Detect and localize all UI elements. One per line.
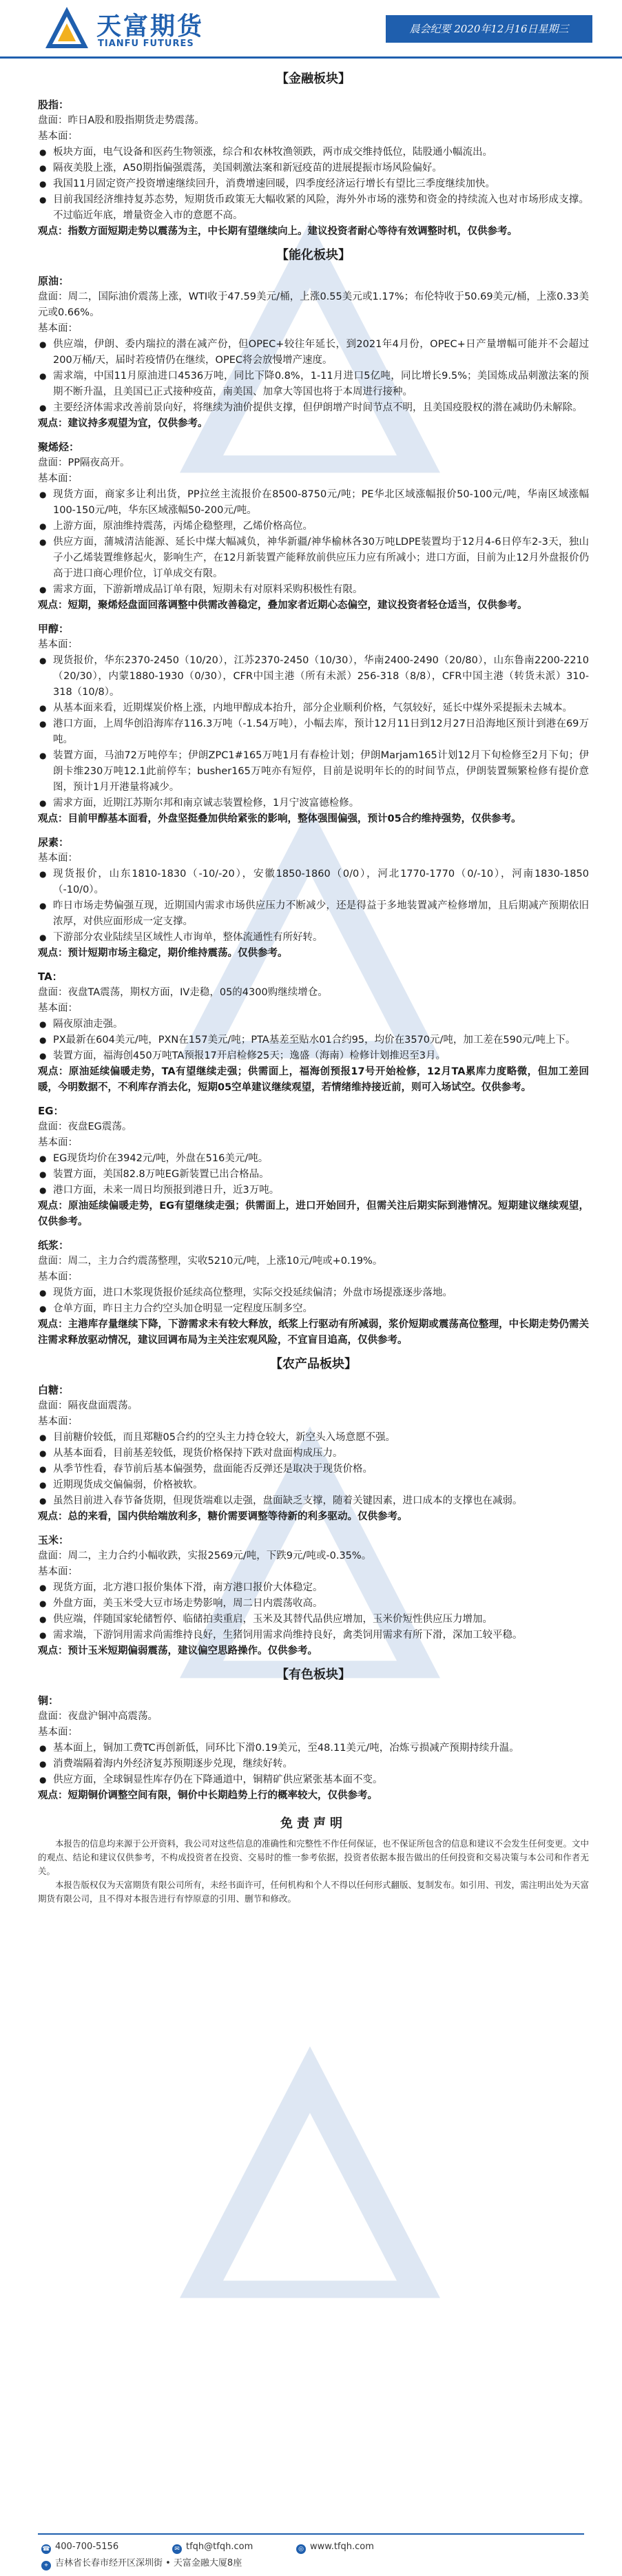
block-corn — [38, 1532, 589, 1659]
watermark-logo-icon — [165, 2032, 455, 2321]
phone-icon: ☎ — [42, 2546, 50, 2553]
list-item: ● 上游方面，原油维持震荡，丙烯企稳整理，乙烯价格高位。 — [38, 519, 589, 534]
list-item: ● 目前糖价较低，而且郑糖05合约的空头主力持仓较大，新空头入场意愿不强。 — [38, 1430, 589, 1446]
list-item: ● 供应端，伴随国家轮储暂停、临储拍卖重启，玉米及其替代品供应增加，玉米价短性供应压力增加。 — [38, 1612, 589, 1628]
view-conclusion: 观点：预计玉米短期偏弱震荡，建议偏空思路操作。仅供参考。 — [38, 1645, 318, 1656]
block-title: 铜： — [38, 1694, 59, 1707]
block-title: 玉米： — [38, 1534, 70, 1546]
list-item: ● 昨日市场走势偏强互现，近期国内需求市场供应压力不断减少，还是得益于多地装置减产检修增加，且后期减产预期依旧浓厚，对供应面形成一定支撑。 — [38, 898, 589, 930]
list-item: ● 基本面上，铜加工费TC再创新低，同环比下滑0.19美元，至48.11美元/吨，冶炼亏损减产预期持续升温。 — [38, 1741, 589, 1756]
block-sugar — [38, 1382, 589, 1525]
view-conclusion: 观点：原油延续偏暖走势，TA有望继续走强；供需面上，福海创预报17号开始检修，12月TA累库力度略微，但加工差回暖，今明数据不，不利库存消去化，短期05空单建议继续观望，若情绪维持接近前，则可入场试空。仅供参考。 — [38, 1066, 589, 1093]
block-title: TA： — [38, 970, 63, 983]
block-title: EG： — [38, 1105, 64, 1117]
block-title: 白糖： — [38, 1384, 70, 1396]
footer-email[interactable] — [172, 2540, 253, 2554]
header-divider — [0, 56, 622, 59]
block-polyolefin — [38, 439, 589, 614]
list-item: ● 主要经济体需求改善前景向好，将继续为油价提供支撑，但伊朗增产时间节点不明，且美国疫股权的潜在减助仍未解除。 — [38, 400, 589, 416]
basics-label: 基本面： — [38, 473, 78, 484]
footer-phone-text: 400-700-5156 — [55, 2542, 119, 2552]
list-item: ● 从基本面来看，近期煤炭价格上涨，内地甲醇成本抬升，部分企业顺利价格，气氛较好，延长中煤外采提振未去城本。 — [38, 700, 589, 716]
view-conclusion: 观点：短期铜价调整空间有限，铜价中长期趋势上行的概率较大，仅供参考。 — [38, 1790, 377, 1801]
footer-address-text: 吉林省长春市经开区深圳街 • 天富金融大厦8座 — [55, 2558, 242, 2568]
market-summary: 盘面：周二，主力合约小幅收跌，实报2569元/吨，下跌9元/吨或-0.35%。 — [38, 1550, 372, 1561]
list-item: ● 我国11月固定资产投资增速继续回升，消费增速回暖，四季度经济运行增长有望比三季度继续加快。 — [38, 176, 589, 192]
disclaimer-title: 免责声明 — [280, 1816, 346, 1831]
section-energy-chemical — [38, 245, 589, 1349]
logo-name-en: TIANFU FUTURES — [98, 39, 194, 49]
view-conclusion: 观点：指数方面短期走势以震荡为主，中长期有望继续向上。建议投资者耐心等待有效调整时机，仅供参考。 — [38, 226, 517, 237]
list-item: ● 装置方面，福海创450万吨TA预报17开启检修25天；逸盛（海南）检修计划推迟至3月。 — [38, 1048, 589, 1064]
list-item: ● 仓单方面，昨日主力合约空头加仓明显一定程度压制多空。 — [38, 1301, 589, 1317]
footer-website[interactable] — [296, 2540, 374, 2554]
block-title: 股指： — [38, 98, 70, 111]
list-item: ● 近期现货成交偏偏弱，价格被软。 — [38, 1477, 589, 1493]
list-item: ● 装置方面，马油72万吨停车；伊朗ZPC1#165万吨1月有春检计划；伊朗Marjam165计划12月下旬检修至2月下旬；伊朗卡维230万吨12.1此前停车；busher165万吨亦有短停，目前是说明年长的的时间节点，伊朗装置频繁检修有提价意图，预计1月开港量将减少。 — [38, 748, 589, 796]
block-stock-index — [38, 96, 589, 240]
list-item: ● 下游部分农业陆续呈区域性人市询单，整体流通性有所好转。 — [38, 930, 589, 946]
basics-label: 基本面： — [38, 1566, 78, 1577]
list-item: ● 现货报价，山东1810-1830（-10/-20），安徽1850-1860（0/0），河北1770-1770（0/-10），河南1830-1850（-10/0）。 — [38, 866, 589, 898]
block-copper — [38, 1692, 589, 1804]
section-title: 【农产品板块】 — [270, 1357, 357, 1371]
basics-label: 基本面： — [38, 1271, 78, 1282]
list-item: ● 需求方面，下游新增成品订单有限，短期未有对原料采购积极性有限。 — [38, 582, 589, 598]
list-item: ● 隔夜原油走强。 — [38, 1017, 589, 1032]
basics-label: 基本面： — [38, 131, 78, 142]
market-summary: 盘面：周二，主力合约震荡整理，实收5210元/吨，上涨10元/吨或+0.19%。 — [38, 1256, 383, 1267]
basics-label: 基本面： — [38, 1003, 78, 1014]
report-body — [38, 63, 589, 1906]
block-title: 原油： — [38, 275, 70, 287]
section-nonferrous — [38, 1665, 589, 1804]
disclaimer-paragraph: 本报告版权仅为天富期货有限公司所有，未经书面许可，任何机构和个人不得以任何形式翻版、复制发布。如引用、刊发，需注明出处为天富期货有限公司，且不得对本报告进行有悖原意的引用、删节和修改。 — [38, 1880, 590, 1904]
list-item: ● 板块方面，电气设备和医药生物领涨，综合和农林牧渔领跌，两市成交维持低位，陆股通小幅流出。 — [38, 145, 589, 160]
list-item: ● PX最新在604美元/吨，PXN在157美元/吨；PTA基差至贴水01合约95，均价在3570元/吨，加工差在590元/吨上下。 — [38, 1032, 589, 1048]
view-conclusion: 观点：目前甲醇基本面看，外盘坚挺叠加供给紧张的影响，整体强围偏强，预计05合约维持强势，仅供参考。 — [38, 813, 521, 824]
list-item: ● 虽然目前进入春节备货期，但现货端难以走强，盘面缺乏支撑，随着关键因素，进口成本的支撑也在减弱。 — [38, 1493, 589, 1509]
list-item: ● 供应端，伊朗、委内瑞拉的潜在减产份，但OPEC+较往年延长，到2021年4月份，OPEC+日产量增幅可能并不会超过200万桶/天，届时若疫情仍在继续，OPEC将会放慢增产速度。 — [38, 337, 589, 368]
logo-emblem-icon — [43, 4, 91, 52]
list-item: ● 现货方面，北方港口报价集体下滑，南方港口报价大体稳定。 — [38, 1580, 589, 1596]
footer-divider — [38, 2533, 584, 2535]
footer-address — [41, 2557, 242, 2570]
market-summary: 盘面：PP隔夜高开。 — [38, 457, 130, 468]
list-item: ● 隔夜美股上涨，A50期指偏强震荡，美国刺激法案和新冠疫苗的进展提振市场风险偏好。 — [38, 160, 589, 176]
market-summary: 盘面：隔夜盘面震荡。 — [38, 1400, 138, 1411]
block-pta — [38, 968, 589, 1096]
market-summary: 盘面：夜盘沪铜冲高震荡。 — [38, 1711, 158, 1722]
block-urea — [38, 834, 589, 962]
block-methanol — [38, 621, 589, 827]
basics-label: 基本面： — [38, 853, 78, 864]
market-summary: 盘面：周二，国际油价震荡上涨，WTI收于47.59美元/桶，上涨0.55美元或1.17%；布伦特收于50.69美元/桶，上涨0.33美元或0.66%。 — [38, 291, 589, 318]
basics-label: 基本面： — [38, 1416, 78, 1427]
block-title: 甲醇： — [38, 623, 70, 635]
view-conclusion: 观点：预计短期市场主稳定，期价维持震荡。仅供参考。 — [38, 948, 288, 959]
location-pin-icon: ⌖ — [41, 2561, 51, 2570]
list-item: ● 从基本面看，目前基差较低，现货价格保持下跌对盘面构成压力。 — [38, 1446, 589, 1462]
section-title: 【金融板块】 — [276, 72, 351, 86]
block-title: 尿素： — [38, 836, 70, 849]
list-item: ● 需求端，中国11月原油进口4536万吨，同比下降0.8%，1-11月进口5亿吨，同比增长9.5%；美国炼成品刺激法案的预期不断升温，且美国已正式接种疫苗，南美国、加拿大等国也将于本周进行接种。 — [38, 368, 589, 400]
list-item: ● 外盘方面，美玉米受大豆市场走势影响，周二日内震荡收高。 — [38, 1596, 589, 1612]
mail-icon: ✉ — [172, 2544, 182, 2554]
page-header — [0, 0, 622, 58]
disclaimer-paragraph: 本报告的信息均来源于公开资料，我公司对这些信息的准确性和完整性不作任何保证，也不保证所包含的信息和建议不会发生任何变更。文中的观点、结论和建议仅供参考，不构成投资者在投资、交易时的惟一参考依据，投资者依据本报告做出的任何投资和交易决策与本公司和作者无关。 — [38, 1838, 590, 1876]
market-summary: 盘面：昨日A股和股指期货走势震荡。 — [38, 115, 205, 126]
view-conclusion: 观点：主港库存量继续下降，下游需求未有较大释放，纸浆上行驱动有所减弱，浆价短期或震荡高位整理，中长期走势仍需关注需求释放驱动情况，建议回调布局为主关注宏观风险，不宜盲目追高，仅供参考。 — [38, 1319, 589, 1346]
market-summary: 盘面：夜盘TA震荡，期权方面，IV走稳，05的4300购继续增仓。 — [38, 987, 328, 998]
globe-icon: ◎ — [296, 2544, 306, 2554]
list-item: ● 从季节性看，春节前后基本偏强势，盘面能否反弹还是取决于现货价格。 — [38, 1462, 589, 1477]
footer-email-text[interactable]: tfqh@tfqh.com — [186, 2542, 253, 2552]
logo-name-cn: 天富期货 — [96, 12, 205, 41]
basics-label: 基本面： — [38, 1137, 78, 1148]
view-conclusion: 观点：短期，聚烯烃盘面回落调整中供需改善稳定，叠加家者近期心态偏空，建议投资者轻仓适当，仅供参考。 — [38, 600, 528, 611]
list-item: ● 需求端，下游饲用需求尚需维持良好，生猪饲用需求尚维持良好，禽类饲用需求有所下滑，深加工较平稳。 — [38, 1628, 589, 1643]
basics-label: 基本面： — [38, 323, 78, 334]
list-item: ● 港口方面，未来一周日均预报到港日升，近3万吨。 — [38, 1183, 589, 1198]
list-item: ● 消费端隔着海内外经济复苏预期逐步兑现，继续好转。 — [38, 1756, 589, 1772]
footer-website-text[interactable]: www.tfqh.com — [310, 2542, 374, 2552]
block-title: 纸浆： — [38, 1239, 70, 1251]
block-crude-oil — [38, 273, 589, 432]
list-item: ● 目前我国经济维持复苏态势，短期货币政策无大幅收紧的风险，海外外市场的涨势和资金的持续流入也对市场形成支撑。不过临近年底，增量资金入市的意愿不高。 — [38, 192, 589, 224]
market-summary: 盘面：夜盘EG震荡。 — [38, 1121, 132, 1132]
basics-label: 基本面： — [38, 1727, 78, 1738]
block-ethylene-glycol — [38, 1103, 589, 1230]
view-conclusion: 观点：原油延续偏暖走势，EG有望继续走强；供需面上，进口开始回升，但需关注后期实际到港情况。短期建议继续观望，仅供参考。 — [38, 1201, 589, 1227]
list-item: ● 港口方面，上周华创沿海库存116.3万吨（-1.54万吨），小幅去库，预计12月11日到12月27日沿海地区预计到港在69万吨。 — [38, 716, 589, 748]
page-footer — [0, 2533, 622, 2576]
section-agriculture — [38, 1354, 589, 1659]
list-item: ● EG现货均价在3942元/吨，外盘在516美元/吨。 — [38, 1151, 589, 1167]
disclaimer — [38, 1814, 589, 1906]
list-item: ● 供应方面，蒲城清洁能源、延长中煤大幅减负，神华新疆/神华榆林各30万吨LDPE装置均于12月4-6日停车2-3天，独山子小乙烯装置维修起火，影响生产，在12月新装置产能释放前供应压力应有所减小；进口方面，目前为止12月外盘报价仍高于进口商心理价位，订单成交有限。 — [38, 534, 589, 582]
view-conclusion: 观点：总的来看，国内供给端放利多，糖价需要调整等待新的利多驱动。仅供参考。 — [38, 1511, 408, 1522]
list-item: ● 现货方面，进口木浆现货报价延续高位整理，实际交投延续偏清；外盘市场提涨逐步落地。 — [38, 1285, 589, 1301]
footer-phone — [41, 2540, 118, 2554]
list-item: ● 供应方面，全球铜显性库存仍在下降通道中，铜精矿供应紧张基本面不变。 — [38, 1772, 589, 1788]
section-title: 【有色板块】 — [276, 1668, 351, 1682]
list-item: ● 需求方面，近期江苏斯尔邦和南京诚志装置检修，1月宁波富德检修。 — [38, 796, 589, 811]
list-item: ● 装置方面，美国82.8万吨EG新装置已出合格品。 — [38, 1167, 589, 1183]
list-item: ● 现货方面，商家多让利出货，PP拉丝主流报价在8500-8750元/吨；PE华北区域涨幅报价50-100元/吨，华南区域涨幅100-150元/吨，华东区域涨幅50-200元/吨。 — [38, 487, 589, 519]
report-date-banner: 晨会纪要 2020年12月16日星期三 — [386, 15, 592, 43]
section-title: 【能化板块】 — [276, 248, 351, 262]
block-pulp — [38, 1237, 589, 1349]
basics-label: 基本面： — [38, 639, 78, 650]
section-finance — [38, 69, 589, 240]
block-title: 聚烯烃： — [38, 441, 80, 453]
list-item: ● 现货报价，华东2370-2450（10/20），江苏2370-2450（10/30），华南2400-2490（20/80），山东鲁南2200-2210（20/30），内蒙1880-1930（0/30），CFR中国主港（所有未派）256-318（8/8），CFR中国主港（转货未派）310-318（10/8）。 — [38, 653, 589, 700]
view-conclusion: 观点：建议持多观望为宜，仅供参考。 — [38, 418, 208, 429]
